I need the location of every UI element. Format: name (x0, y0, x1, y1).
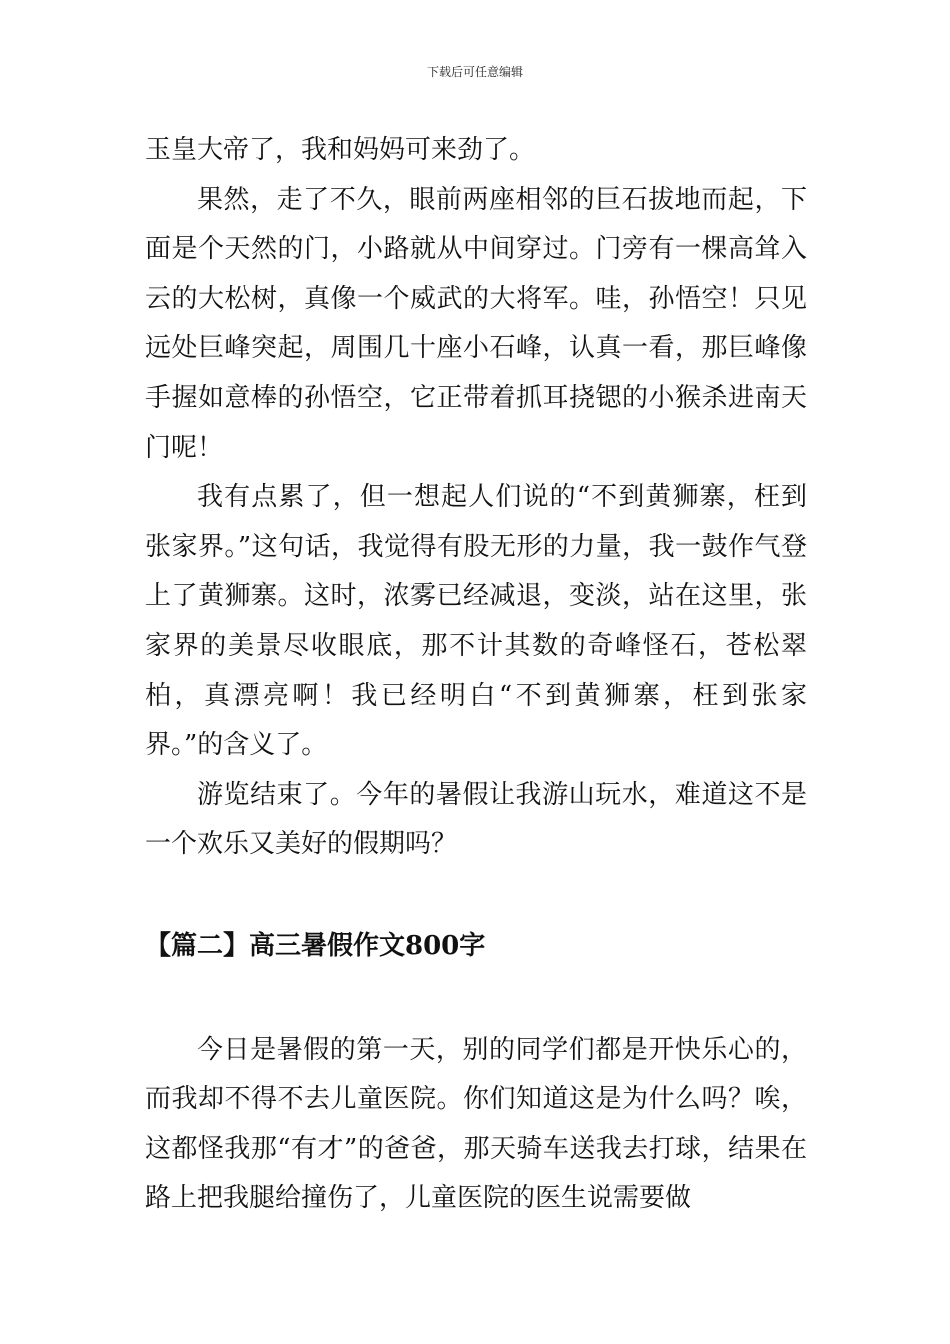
page-header: 下载后可任意编辑 (426, 65, 523, 79)
paragraph: 我有点累了，但一想起人们说的“不到黄狮寨，枉到张家界。”这句话，我觉得有股无形的力量，我一鼓作气登上了黄狮寨。这时，浓雾已经减退，变淡，站在这里，张家界的美景尽收眼底，那不计其数的奇峰怪石，苍松翠柏，真漂亮啊！我已经明白“不到黄狮寨，枉到张家界。”的含义了。 (145, 482, 807, 761)
paragraph: 果然，走了不久，眼前两座相邻的巨石拔地而起，下面是个天然的门，小路就从中间穿过。门旁有一棵高耸入云的大松树，真像一个威武的大将军。哇，孙悟空！只见远处巨峰突起，周围几十座小石峰，认真一看，那巨峰像手握如意棒的孙悟空，它正带着抓耳挠锶的小猴杀进南天门呢！ (145, 184, 807, 463)
section-title: 【篇二】高三暑假作文800字 (145, 930, 486, 961)
section-spacer (145, 870, 807, 922)
title-spacer (145, 972, 807, 1026)
paragraph-continuation: 玉皇大帝了，我和妈妈可来劲了。 (145, 135, 536, 165)
paragraph: 今日是暑假的第一天，别的同学们都是开快乐心的，而我却不得不去儿童医院。你们知道这是为什么吗？唉，这都怪我那“有才”的爸爸，那天骑车送我去打球，结果在路上把我腿给撞伤了，儿童医院的医生说需要做 (145, 1034, 807, 1214)
document-body (145, 126, 807, 1224)
paragraph: 游览结束了。今年的暑假让我游山玩水，难道这不是一个欢乐又美好的假期吗？ (145, 779, 807, 860)
